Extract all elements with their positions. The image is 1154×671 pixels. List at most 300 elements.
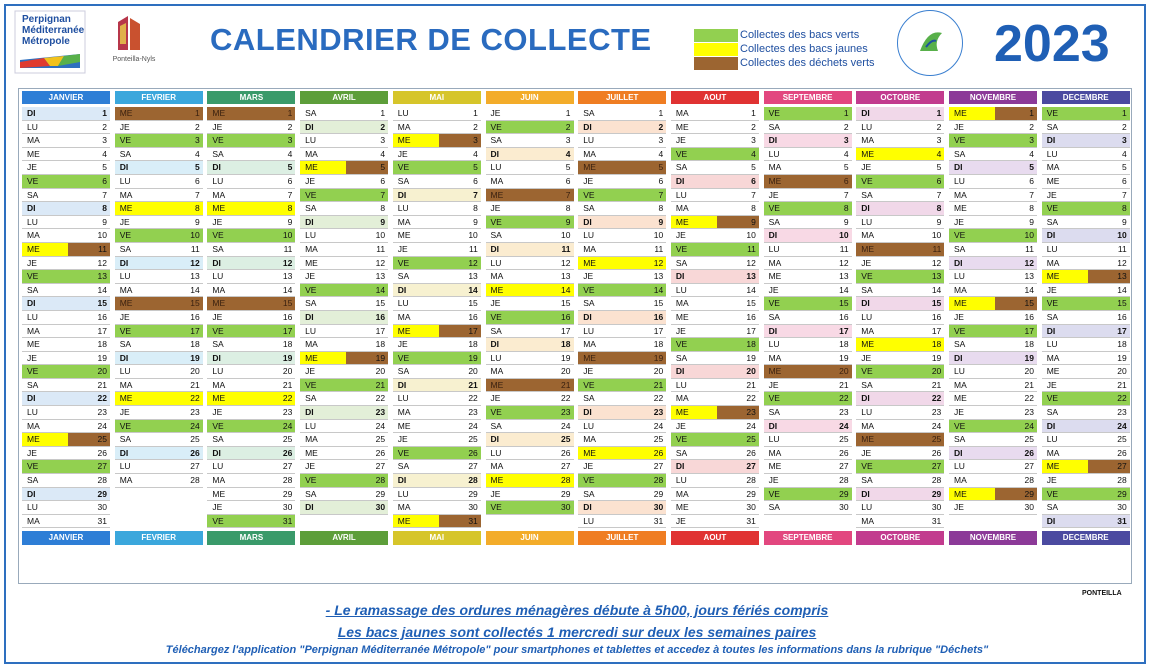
day-number: 23 (561, 407, 571, 418)
day-row (22, 148, 110, 162)
day-number: 19 (190, 352, 200, 363)
day-label: VE (675, 148, 688, 159)
day-number: 13 (839, 271, 849, 282)
day-number: 10 (1117, 230, 1127, 241)
day-row (115, 325, 203, 339)
day-number: 28 (1117, 475, 1127, 486)
day-label: VE (305, 189, 317, 200)
day-label: LU (583, 230, 595, 241)
day-row (856, 433, 944, 447)
day-number: 31 (931, 515, 942, 526)
day-row (300, 161, 388, 175)
month-header: JANVIER (22, 91, 110, 104)
day-number: 4 (565, 148, 571, 159)
day-row (764, 406, 852, 420)
day-label: VE (1046, 298, 1059, 309)
day-number: 13 (561, 271, 571, 282)
day-row (1042, 311, 1130, 325)
day-number: 13 (1117, 271, 1127, 282)
day-label: JE (119, 407, 130, 418)
day-row (22, 121, 110, 135)
day-number: 21 (190, 379, 200, 390)
day-row (856, 311, 944, 325)
day-number: 27 (931, 461, 942, 472)
day-number: 14 (97, 284, 107, 295)
day-label: MA (212, 284, 226, 295)
day-label: ME (954, 488, 967, 499)
day-number: 14 (1117, 284, 1127, 295)
day-number: 20 (190, 366, 200, 377)
day-label: LU (27, 121, 38, 132)
day-number: 27 (746, 461, 756, 472)
day-row (393, 161, 481, 175)
day-number: 29 (1117, 488, 1127, 499)
day-row (764, 257, 852, 271)
day-label: MA (119, 475, 133, 486)
day-row (300, 175, 388, 189)
day-number: 27 (375, 461, 386, 472)
day-label: SA (119, 434, 132, 445)
day-label: LU (583, 420, 595, 431)
day-row (300, 270, 388, 284)
day-label: VE (675, 243, 688, 254)
day-row (300, 107, 388, 121)
day-number: 11 (283, 243, 293, 254)
day-number: 1 (1029, 108, 1034, 118)
day-number: 18 (1024, 339, 1034, 350)
day-label: SA (861, 284, 873, 295)
day-label: LU (27, 407, 38, 418)
day-row (856, 229, 944, 243)
day-row (115, 216, 203, 230)
day-row (764, 189, 852, 203)
day-row (115, 134, 203, 148)
day-label: LU (490, 162, 502, 173)
day-row (764, 216, 852, 230)
day-row (207, 121, 295, 135)
day-row (1042, 420, 1130, 434)
day-label: JE (212, 407, 223, 418)
day-row (949, 134, 1037, 148)
day-number: 30 (1024, 502, 1034, 513)
day-number: 28 (1024, 475, 1034, 486)
day-row (578, 392, 666, 406)
day-number: 17 (190, 325, 200, 336)
day-row (764, 134, 852, 148)
day-label: MA (861, 515, 875, 526)
day-number: 28 (561, 475, 571, 486)
day-row (578, 447, 666, 461)
day-label: DI (119, 162, 129, 173)
day-row (22, 501, 110, 515)
day-number: 9 (658, 216, 664, 227)
day-number: 22 (375, 393, 386, 404)
day-label: JE (1046, 379, 1057, 390)
day-number: 25 (375, 434, 386, 445)
day-label: SA (675, 447, 688, 458)
day-label: VE (305, 475, 317, 486)
day-number: 9 (1121, 216, 1127, 227)
day-label: LU (861, 311, 873, 322)
day-row (764, 365, 852, 379)
day-label: JE (27, 162, 37, 173)
day-label: LU (768, 148, 780, 159)
day-label: VE (954, 420, 966, 431)
day-number: 16 (931, 311, 942, 322)
day-label: SA (675, 257, 688, 268)
day-label: JE (861, 257, 872, 268)
day-label: MA (583, 243, 596, 254)
day-label: VE (1046, 108, 1059, 118)
day-number: 14 (1024, 284, 1034, 295)
day-label: SA (27, 475, 39, 486)
day-row (207, 515, 295, 529)
day-number: 17 (931, 325, 942, 336)
day-label: VE (27, 461, 39, 472)
day-number: 12 (653, 257, 664, 268)
day-label: MA (119, 284, 133, 295)
day-label: JE (954, 121, 964, 132)
day-row (671, 460, 759, 474)
day-row (949, 325, 1037, 339)
day-number: 4 (380, 148, 386, 159)
day-label: MA (27, 135, 40, 146)
day-label: LU (119, 271, 131, 282)
day-number: 18 (282, 339, 293, 350)
month-header: SEPTEMBRE (764, 91, 852, 104)
day-row (22, 474, 110, 488)
day-number: 30 (375, 502, 386, 513)
day-number: 27 (282, 461, 293, 472)
day-row (207, 297, 295, 311)
day-row (856, 460, 944, 474)
day-row (856, 134, 944, 148)
day-row (764, 392, 852, 406)
day-row (578, 148, 666, 162)
day-row (486, 161, 574, 175)
legend-item (694, 56, 875, 70)
day-number: 4 (473, 148, 478, 159)
day-label: DI (212, 352, 221, 363)
day-number: 2 (1121, 121, 1127, 132)
day-label: MA (954, 379, 967, 390)
day-number: 10 (931, 230, 942, 241)
day-number: 24 (1117, 420, 1127, 431)
day-number: 3 (936, 135, 942, 146)
day-label: LU (768, 434, 780, 445)
month-column (486, 91, 574, 581)
day-number: 4 (287, 148, 293, 159)
day-number: 15 (97, 298, 107, 309)
day-label: VE (954, 135, 966, 146)
day-label: DI (27, 298, 36, 309)
day-number: 6 (194, 175, 200, 186)
day-label: ME (212, 298, 226, 309)
day-number: 26 (375, 447, 386, 458)
day-number: 11 (468, 243, 478, 254)
day-label: DI (490, 434, 499, 445)
day-number: 2 (658, 121, 664, 132)
day-number: 21 (653, 379, 664, 390)
day-label: JE (954, 216, 964, 227)
day-label: DI (27, 488, 36, 499)
day-label: DI (212, 447, 221, 458)
day-row (856, 284, 944, 298)
day-row (393, 379, 481, 393)
day-number: 1 (473, 108, 478, 118)
day-label: ME (768, 271, 782, 282)
day-label: ME (119, 203, 133, 214)
day-label: JE (583, 271, 594, 282)
day-row (949, 433, 1037, 447)
day-row (671, 202, 759, 216)
day-row (856, 325, 944, 339)
day-number: 8 (287, 203, 293, 214)
day-row (207, 229, 295, 243)
day-label: MA (861, 135, 875, 146)
day-row (856, 121, 944, 135)
day-label: MA (397, 121, 411, 132)
day-number: 21 (282, 379, 293, 390)
day-row (22, 365, 110, 379)
day-number: 31 (653, 515, 664, 526)
day-number: 26 (97, 447, 107, 458)
day-number: 18 (561, 339, 571, 350)
day-row (393, 352, 481, 366)
day-label: ME (954, 203, 967, 214)
day-row (300, 148, 388, 162)
day-label: SA (305, 108, 317, 118)
day-label: VE (861, 271, 873, 282)
day-row (1042, 392, 1130, 406)
day-row (856, 161, 944, 175)
day-row (1042, 107, 1130, 121)
day-label: VE (583, 475, 595, 486)
day-label: DI (305, 502, 314, 513)
day-number: 12 (375, 257, 386, 268)
day-label: DI (305, 121, 314, 132)
day-number: 27 (97, 461, 107, 472)
day-label: LU (397, 393, 409, 404)
day-row (578, 257, 666, 271)
day-number: 25 (561, 434, 571, 445)
day-label: MA (212, 379, 226, 390)
day-label: LU (305, 325, 316, 336)
day-row (856, 216, 944, 230)
day-row (856, 352, 944, 366)
day-number: 24 (1024, 420, 1034, 431)
day-number: 30 (653, 502, 664, 513)
day-number: 28 (746, 475, 756, 486)
day-number: 3 (102, 135, 107, 146)
day-number: 22 (746, 393, 756, 404)
day-label: ME (119, 393, 133, 404)
day-row (949, 474, 1037, 488)
day-row (949, 338, 1037, 352)
day-number: 24 (746, 420, 756, 431)
day-row (578, 352, 666, 366)
day-number: 11 (561, 243, 571, 254)
day-label: VE (583, 284, 595, 295)
day-row (22, 270, 110, 284)
day-row (1042, 352, 1130, 366)
day-label: LU (397, 488, 409, 499)
day-row (671, 161, 759, 175)
day-row (115, 311, 203, 325)
day-row (486, 433, 574, 447)
day-row (115, 460, 203, 474)
day-number: 26 (282, 447, 293, 458)
day-number: 7 (843, 189, 849, 200)
day-number: 15 (190, 298, 200, 309)
day-row (22, 202, 110, 216)
day-label: JE (954, 311, 964, 322)
day-row (1042, 148, 1130, 162)
day-number: 11 (98, 243, 107, 254)
day-number: 23 (1117, 407, 1127, 418)
day-number: 6 (658, 175, 664, 186)
day-row (764, 243, 852, 257)
day-label: LU (27, 502, 38, 513)
day-row (393, 229, 481, 243)
eco-badge (897, 10, 963, 76)
day-row (300, 501, 388, 515)
day-number: 6 (1029, 175, 1034, 186)
day-number: 30 (931, 502, 942, 513)
legend-label: Collectes des déchets verts (740, 57, 875, 69)
day-label: SA (954, 339, 966, 350)
day-row (764, 161, 852, 175)
day-row (764, 229, 852, 243)
day-label: LU (583, 325, 595, 336)
day-number: 21 (468, 379, 478, 390)
day-row (856, 379, 944, 393)
day-number: 30 (97, 502, 107, 513)
day-label: VE (305, 284, 317, 295)
day-number: 28 (190, 475, 200, 486)
day-row (300, 257, 388, 271)
day-row (486, 379, 574, 393)
day-number: 28 (282, 475, 293, 486)
day-number: 8 (473, 203, 478, 214)
day-number: 4 (936, 148, 942, 159)
day-number: 27 (190, 461, 200, 472)
day-row (115, 379, 203, 393)
day-row (22, 515, 110, 529)
day-row (393, 392, 481, 406)
day-label: SA (583, 108, 595, 118)
day-row (671, 488, 759, 502)
day-label: JE (675, 135, 686, 146)
day-row (1042, 270, 1130, 284)
day-label: MA (212, 475, 226, 486)
day-label: SA (397, 175, 410, 186)
day-row (949, 297, 1037, 311)
day-label: MA (27, 325, 40, 336)
day-label: LU (675, 189, 687, 200)
day-label: DI (768, 325, 778, 336)
day-label: ME (119, 108, 133, 118)
day-label: DI (119, 257, 129, 268)
day-number: 7 (751, 189, 756, 200)
day-row (207, 189, 295, 203)
day-row (115, 161, 203, 175)
day-row (22, 420, 110, 434)
day-label: VE (954, 325, 966, 336)
day-number: 19 (653, 352, 664, 363)
day-number: 22 (839, 393, 849, 404)
day-row (1042, 229, 1130, 243)
day-label: SA (583, 488, 595, 499)
day-row (22, 216, 110, 230)
day-label: VE (675, 434, 688, 445)
day-row (856, 474, 944, 488)
day-row (764, 311, 852, 325)
day-row (856, 338, 944, 352)
day-row (856, 107, 944, 121)
day-label: ME (27, 434, 40, 445)
day-row (207, 134, 295, 148)
day-number: 18 (1117, 339, 1127, 350)
day-number: 2 (102, 121, 107, 132)
day-label: JE (861, 352, 872, 363)
day-label: LU (490, 352, 502, 363)
day-label: VE (119, 325, 132, 336)
calendar-grid (18, 88, 1132, 584)
day-number: 1 (1121, 108, 1127, 118)
day-row (578, 121, 666, 135)
day-row (949, 243, 1037, 257)
day-number: 16 (561, 311, 571, 322)
day-number: 30 (746, 502, 756, 513)
day-row (486, 284, 574, 298)
day-number: 1 (194, 108, 200, 118)
day-row (486, 175, 574, 189)
day-label: VE (768, 488, 780, 499)
day-number: 21 (839, 379, 849, 390)
day-row (393, 216, 481, 230)
day-row (671, 134, 759, 148)
day-number: 24 (839, 420, 849, 431)
day-label: LU (490, 447, 502, 458)
day-row (486, 392, 574, 406)
day-row (115, 121, 203, 135)
day-label: SA (27, 284, 39, 295)
day-label: MA (768, 352, 782, 363)
day-number: 20 (1024, 366, 1034, 377)
day-row (578, 216, 666, 230)
day-row (486, 325, 574, 339)
day-row (393, 121, 481, 135)
day-row (578, 501, 666, 515)
day-label: VE (397, 352, 410, 363)
day-number: 19 (746, 352, 756, 363)
day-row (207, 501, 295, 515)
day-row (578, 420, 666, 434)
day-number: 3 (843, 135, 849, 146)
day-number: 4 (102, 148, 107, 159)
day-label: LU (1046, 434, 1058, 445)
day-number: 8 (936, 203, 942, 214)
day-number: 6 (1121, 175, 1127, 186)
day-row (949, 189, 1037, 203)
day-number: 7 (565, 189, 571, 200)
day-number: 16 (1117, 311, 1127, 322)
day-row (578, 134, 666, 148)
day-row (300, 284, 388, 298)
day-number: 9 (287, 216, 293, 227)
day-row (949, 216, 1037, 230)
